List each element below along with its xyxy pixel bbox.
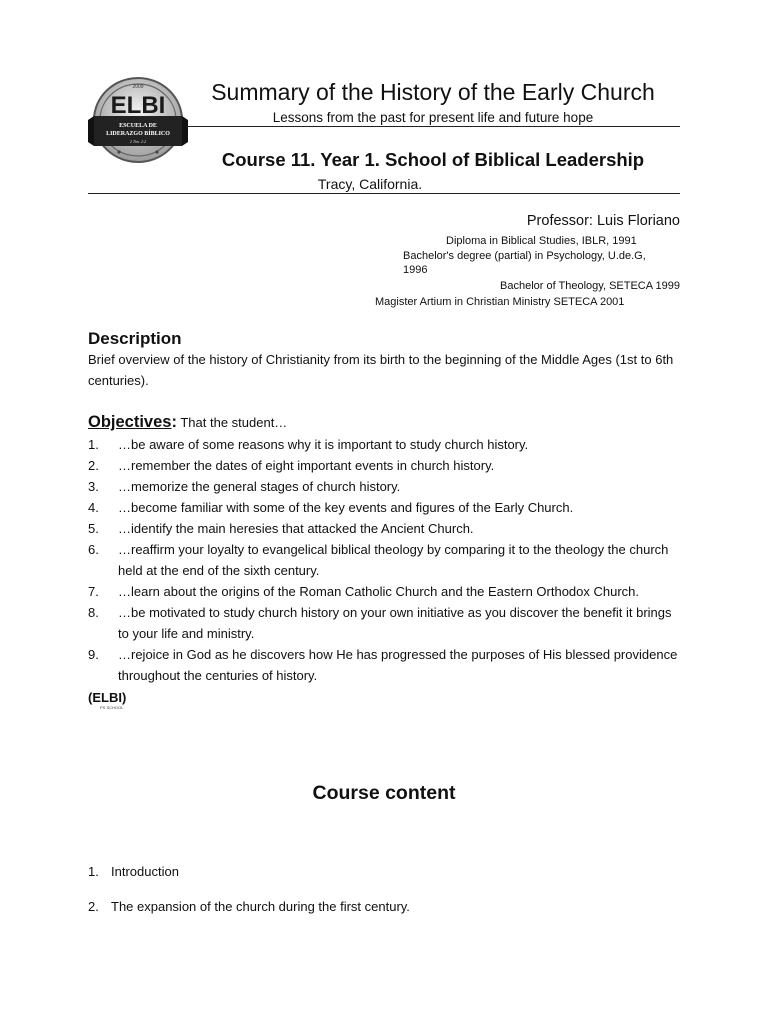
item-number: 6. bbox=[88, 542, 99, 557]
item-text: The expansion of the church during the first century. bbox=[111, 899, 410, 914]
list-item bbox=[88, 644, 680, 686]
course-heading: Course 11. Year 1. School of Biblical Leadership bbox=[221, 149, 645, 170]
item-text: Introduction bbox=[111, 864, 179, 879]
elbi-logo-icon bbox=[86, 74, 190, 168]
item-number: 8. bbox=[88, 605, 99, 620]
list-item bbox=[88, 898, 680, 916]
item-text: …reaffirm your loyalty to evangelical biblical theology by comparing it to the theology the church held at the end of the sixth century. bbox=[118, 542, 669, 578]
credential-item: Bachelor's degree (partial) in Psychology, U.de.G, bbox=[403, 250, 646, 262]
item-text: …memorize the general stages of church history. bbox=[118, 479, 401, 494]
course-location: Tracy, California. bbox=[317, 176, 423, 192]
course-content-list bbox=[88, 863, 680, 933]
item-number: 2. bbox=[88, 899, 99, 914]
list-item bbox=[88, 455, 680, 476]
objectives-colon: : bbox=[171, 413, 177, 431]
item-number: 1. bbox=[88, 437, 99, 452]
header-divider bbox=[88, 193, 680, 194]
item-text: …be motivated to study church history on your own initiative as you discover the benefit it brings to your life and ministry. bbox=[118, 605, 672, 641]
logo-motto: 2 Tim. 2:2 bbox=[129, 139, 147, 144]
item-text: …rejoice in God as he discovers how He has progressed the purposes of His blessed providence throughout the centuries of history. bbox=[118, 647, 678, 683]
document-title: Summary of the History of the Early Church bbox=[211, 79, 655, 105]
list-item bbox=[88, 581, 680, 602]
item-number: 7. bbox=[88, 584, 99, 599]
list-item bbox=[88, 602, 680, 644]
item-number: 3. bbox=[88, 479, 99, 494]
list-item bbox=[88, 476, 680, 497]
elbi-mark-caption: PS SCHOOL bbox=[100, 705, 124, 710]
description-text: Brief overview of the history of Christianity from its birth to the beginning of the Middle Ages (1st to 6th centuries). bbox=[88, 352, 674, 388]
item-text: …learn about the origins of the Roman Catholic Church and the Eastern Orthodox Church. bbox=[118, 584, 640, 599]
objectives-list bbox=[88, 434, 680, 686]
professor-name: Professor: Luis Floriano bbox=[526, 213, 680, 229]
item-number: 1. bbox=[88, 864, 99, 879]
document-subtitle: Lessons from the past for present life and future hope bbox=[272, 110, 594, 125]
elbi-seal-logo bbox=[86, 74, 190, 168]
list-item bbox=[88, 863, 680, 881]
item-text: …identify the main heresies that attacked the Ancient Church. bbox=[118, 521, 474, 536]
elbi-mark: (ELBI) bbox=[88, 690, 127, 705]
list-item bbox=[88, 497, 680, 518]
item-text: …become familiar with some of the key events and figures of the Early Church. bbox=[118, 500, 574, 515]
item-number: 2. bbox=[88, 458, 99, 473]
item-text: …be aware of some reasons why it is important to study church history. bbox=[118, 437, 529, 452]
list-item bbox=[88, 434, 680, 455]
credential-item: Magister Artium in Christian Ministry SETECA 2001 bbox=[375, 296, 625, 308]
list-item bbox=[88, 539, 680, 581]
credential-item: Bachelor of Theology, SETECA 1999 bbox=[500, 280, 680, 292]
item-number: 4. bbox=[88, 500, 99, 515]
credential-item: 1996 bbox=[403, 264, 428, 276]
objectives-lead: That the student… bbox=[180, 415, 288, 430]
course-content-heading: Course content bbox=[312, 782, 456, 804]
item-number: 5. bbox=[88, 521, 99, 536]
logo-line1: ESCUELA DE bbox=[119, 123, 157, 129]
logo-line2: LIDERAZGO BÍBLICO bbox=[106, 131, 170, 137]
item-number: 9. bbox=[88, 647, 99, 662]
logo-acronym: ELBI bbox=[110, 92, 166, 119]
description-heading: Description bbox=[88, 329, 182, 348]
item-text: …remember the dates of eight important events in church history. bbox=[118, 458, 495, 473]
logo-year: 2009 bbox=[132, 84, 144, 90]
list-item bbox=[88, 518, 680, 539]
objectives-heading-line bbox=[88, 412, 287, 433]
objectives-heading: Objectives bbox=[88, 413, 172, 431]
title-divider bbox=[186, 126, 680, 127]
credential-item: Diploma in Biblical Studies, IBLR, 1991 bbox=[446, 235, 637, 247]
